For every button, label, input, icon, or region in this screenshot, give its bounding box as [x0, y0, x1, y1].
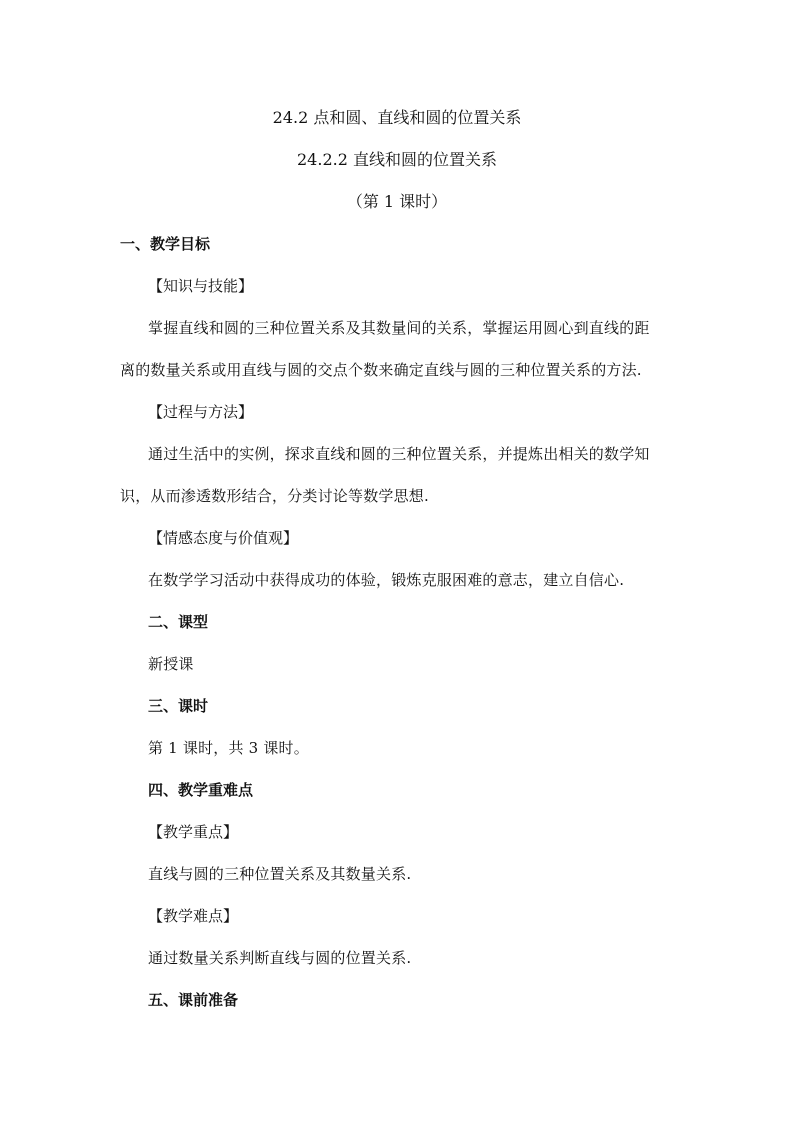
process-text-line1: 通过生活中的实例，探求直线和圆的三种位置关系，并提炼出相关的数学知: [148, 445, 650, 463]
section-heading-hours: 三、课时: [148, 697, 209, 715]
section-heading-objectives: 一、教学目标: [120, 235, 211, 253]
section-heading-key-points: 四、教学重难点: [148, 781, 254, 799]
difficulty-label: 【教学难点】: [148, 907, 239, 925]
emotion-text-line1: 在数学学习活动中获得成功的体验，锻炼克服困难的意志，建立自信心.: [148, 571, 625, 589]
section-heading-type: 二、课型: [148, 613, 209, 631]
main-title: 24.2 点和圆、直线和圆的位置关系: [272, 108, 522, 127]
knowledge-text-line2: 离的数量关系或用直线与圆的交点个数来确定直线与圆的三种位置关系的方法.: [120, 361, 642, 379]
lesson-label: （第 1 课时）: [346, 192, 448, 211]
focus-label: 【教学重点】: [148, 823, 239, 841]
section-heading-preparation: 五、课前准备: [148, 991, 239, 1009]
difficulty-text: 通过数量关系判断直线与圆的位置关系.: [148, 949, 412, 967]
process-text-line2: 识，从而渗透数形结合，分类讨论等数学思想.: [120, 487, 429, 505]
knowledge-text-line1: 掌握直线和圆的三种位置关系及其数量间的关系，掌握运用圆心到直线的距: [148, 319, 650, 337]
hours-text: 第 1 课时，共 3 课时。: [148, 739, 309, 757]
type-text: 新授课: [148, 655, 194, 673]
sub-title: 24.2.2 直线和圆的位置关系: [297, 150, 497, 169]
process-label: 【过程与方法】: [148, 403, 254, 421]
emotion-label: 【情感态度与价值观】: [148, 529, 299, 547]
knowledge-label: 【知识与技能】: [148, 277, 254, 295]
focus-text: 直线与圆的三种位置关系及其数量关系.: [148, 865, 412, 883]
